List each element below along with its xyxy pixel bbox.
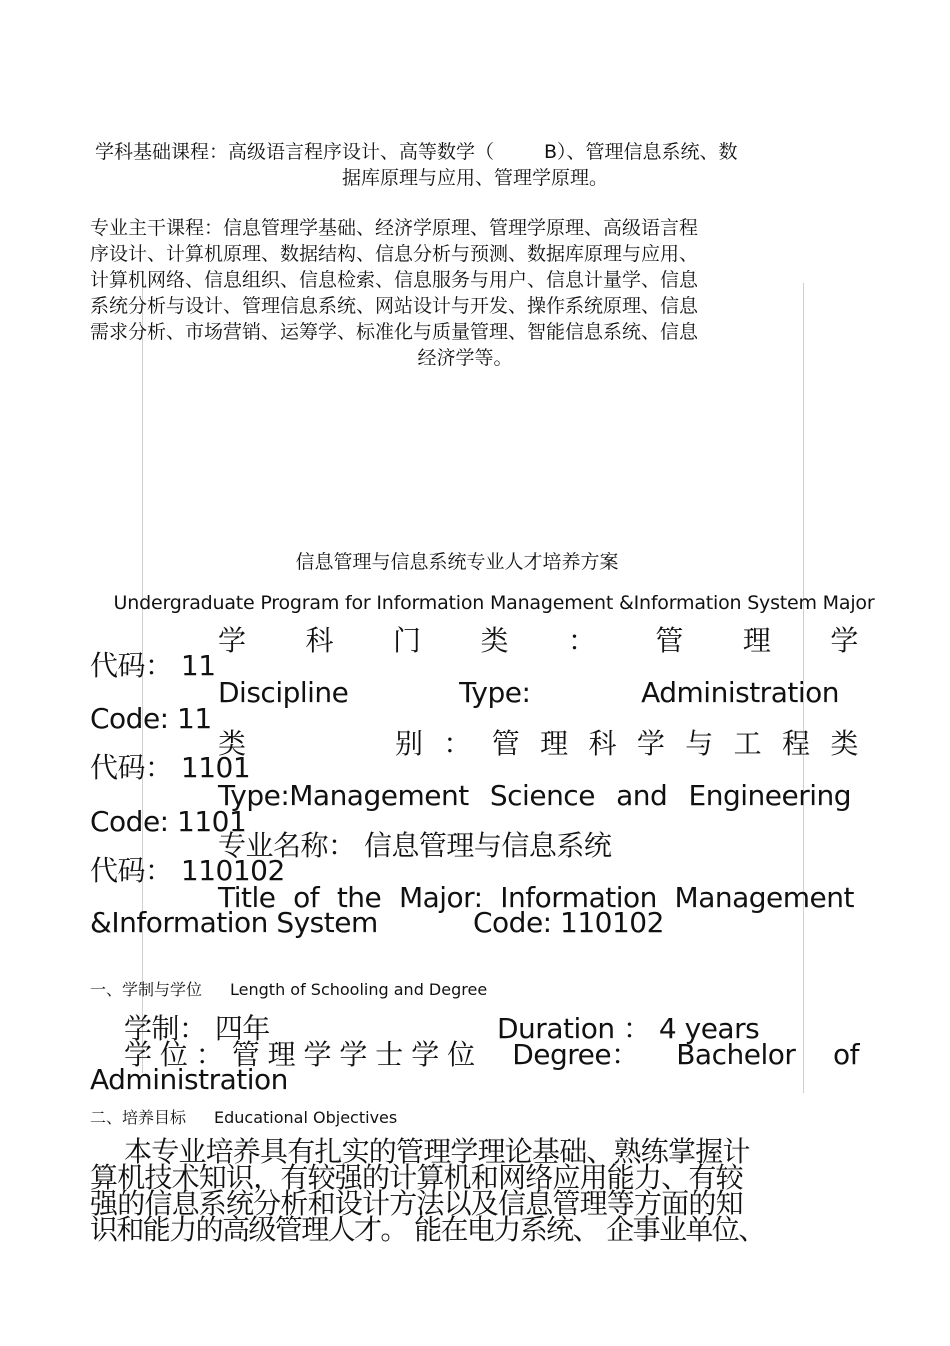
discipline-cn: 学 科 门 类 ： 管 理 学 [218,624,858,657]
schooling-en: Duration ： 4 years [497,1012,760,1045]
discipline-cn-code: 代码： 11 [90,649,216,682]
major-en-line2-a: &Information System [90,906,378,939]
degree-line: 学 位 ： 管 理 学 学 士 学 位 Degree： Bachelor of [124,1038,859,1071]
core-courses-last-line: 经济学等。 [417,347,513,369]
discipline-en-code: Code: 11 [90,702,212,735]
objectives-line-4: 识和能力的高级管理人才。 能在电力系统、 企事业单位、 [90,1213,765,1246]
basic-courses-line-2: 据库原理与应用、管理学原理。 [341,167,608,189]
category-cn-first: 类 [218,727,246,760]
category-en-code: Code: 1101 [90,805,247,838]
section1-heading: 一、学制与学位 Length of Schooling and Degree [90,980,488,999]
category-en: Type:Management Science and Engineering [218,779,851,812]
core-courses-line-4: 系统分析与设计、管理信息系统、网站设计与开发、操作系统原理、信息 [90,295,699,317]
major-cn-name: 专业名称： 信息管理与信息系统 [218,829,612,862]
schooling-cn: 学制： 四年 [124,1012,270,1045]
major-en: Title of the Major: Information Management [218,881,854,914]
major-cn-code: 代码： 110102 [90,854,285,887]
program-title-en: Undergraduate Program for Information Management &Information System Major [113,592,875,614]
major-en-line2-b: Code: 110102 [473,906,664,939]
discipline-en: Discipline Type: Administration [218,676,839,709]
objectives-line-1: 本专业培养具有扎实的管理学理论基础、熟练掌握计 [124,1135,750,1168]
core-courses-line-5: 需求分析、市场营销、运筹学、标准化与质量管理、智能信息系统、信息 [90,321,699,343]
core-courses-line-3: 计算机网络、信息组织、信息检索、信息服务与用户、信息计量学、信息 [90,269,699,291]
category-cn: 别 ： 管 理 科 学 与 工 程 类 [395,727,858,760]
core-courses-line-2: 序设计、计算机原理、数据结构、信息分析与预测、数据库原理与应用、 [90,243,699,265]
objectives-line-2: 算机技术知识，有较强的计算机和网络应用能力、有较 [90,1161,743,1194]
category-cn-code: 代码： 1101 [90,751,251,784]
program-title-cn: 信息管理与信息系统专业人才培养方案 [295,551,619,573]
core-courses-line-1: 专业主干课程：信息管理学基础、经济学原理、管理学原理、高级语言程 [90,217,699,239]
basic-courses-line-1: 学科基础课程：高级语言程序设计、高等数学（ B）、管理信息系统、数 [95,141,738,163]
section2-heading: 二、培养目标 Educational Objectives [90,1108,398,1127]
degree-line-2: Administration [90,1063,288,1096]
objectives-line-3: 强的信息系统分析和设计方法以及信息管理等方面的知 [90,1187,743,1220]
